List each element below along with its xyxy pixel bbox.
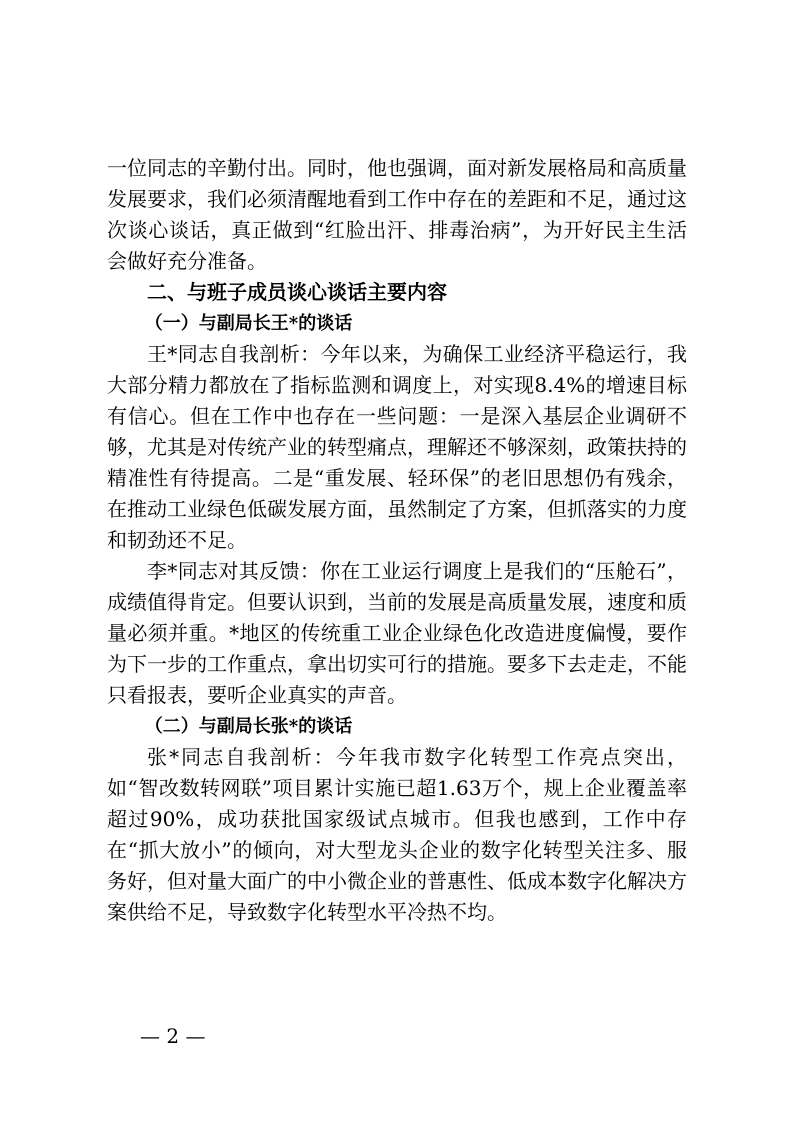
subsection-heading-zhang: （二）与副局长张*的谈话 xyxy=(144,716,353,737)
wang-self-analysis-paragraph: 王*同志自我剖析：今年以来，为确保工业经济平稳运行，我大部分精力都放在了指标监测和调度上，对实现8.4%的增速目标有信心。但在工作中也存在一些问题：一是深入基层企业调研不够，尤其是对传统产业的转型痛点，理解还不够深刻，政策扶持的精准性有待提高。二是“重发展、轻环保”的老旧思想仍有残余，在推动工业绿色低碳发展方面，虽然制定了方案，但抓落实的力度和韧劲还不足。 xyxy=(107,342,687,552)
li-feedback-paragraph: 李*同志对其反馈：你在工业运行调度上是我们的“压舱石”，成绩值得肯定。但要认识到，当前的发展是高质量发展，速度和质量必须并重。*地区的传统重工业企业绿色化改造进度偏慢，要作为下一步的工作重点，拿出切实可行的措施。要多下去走走，不能只看报表，要听企业真实的声音。 xyxy=(107,559,687,707)
continuation-paragraph: 一位同志的辛勤付出。同时，他也强调，面对新发展格局和高质量发展要求，我们必须清醒地看到工作中存在的差距和不足，通过这次谈心谈话，真正做到“红脸出汗、排毒治病”，为开好民主生活会做好充分准备。 xyxy=(107,156,687,273)
page-number: — 2 — xyxy=(140,1024,206,1048)
zhang-self-analysis-paragraph: 张*同志自我剖析：今年我市数字化转型工作亮点突出，如“智改数转网联”项目累计实施已超1.63万个，规上企业覆盖率超过90%，成功获批国家级试点城市。但我也感到，工作中存在“抓大放小”的倾向，对大型龙头企业的数字化转型关注多、服务好，但对量大面广的中小微企业的普惠性、低成本数字化解决方案供给不足，导致数字化转型水平冷热不均。 xyxy=(107,745,687,924)
document-body xyxy=(107,153,687,928)
section-heading: 二、与班子成员谈心谈话主要内容 xyxy=(147,280,447,304)
subsection-heading-wang: （一）与副局长王*的谈话 xyxy=(144,313,353,334)
